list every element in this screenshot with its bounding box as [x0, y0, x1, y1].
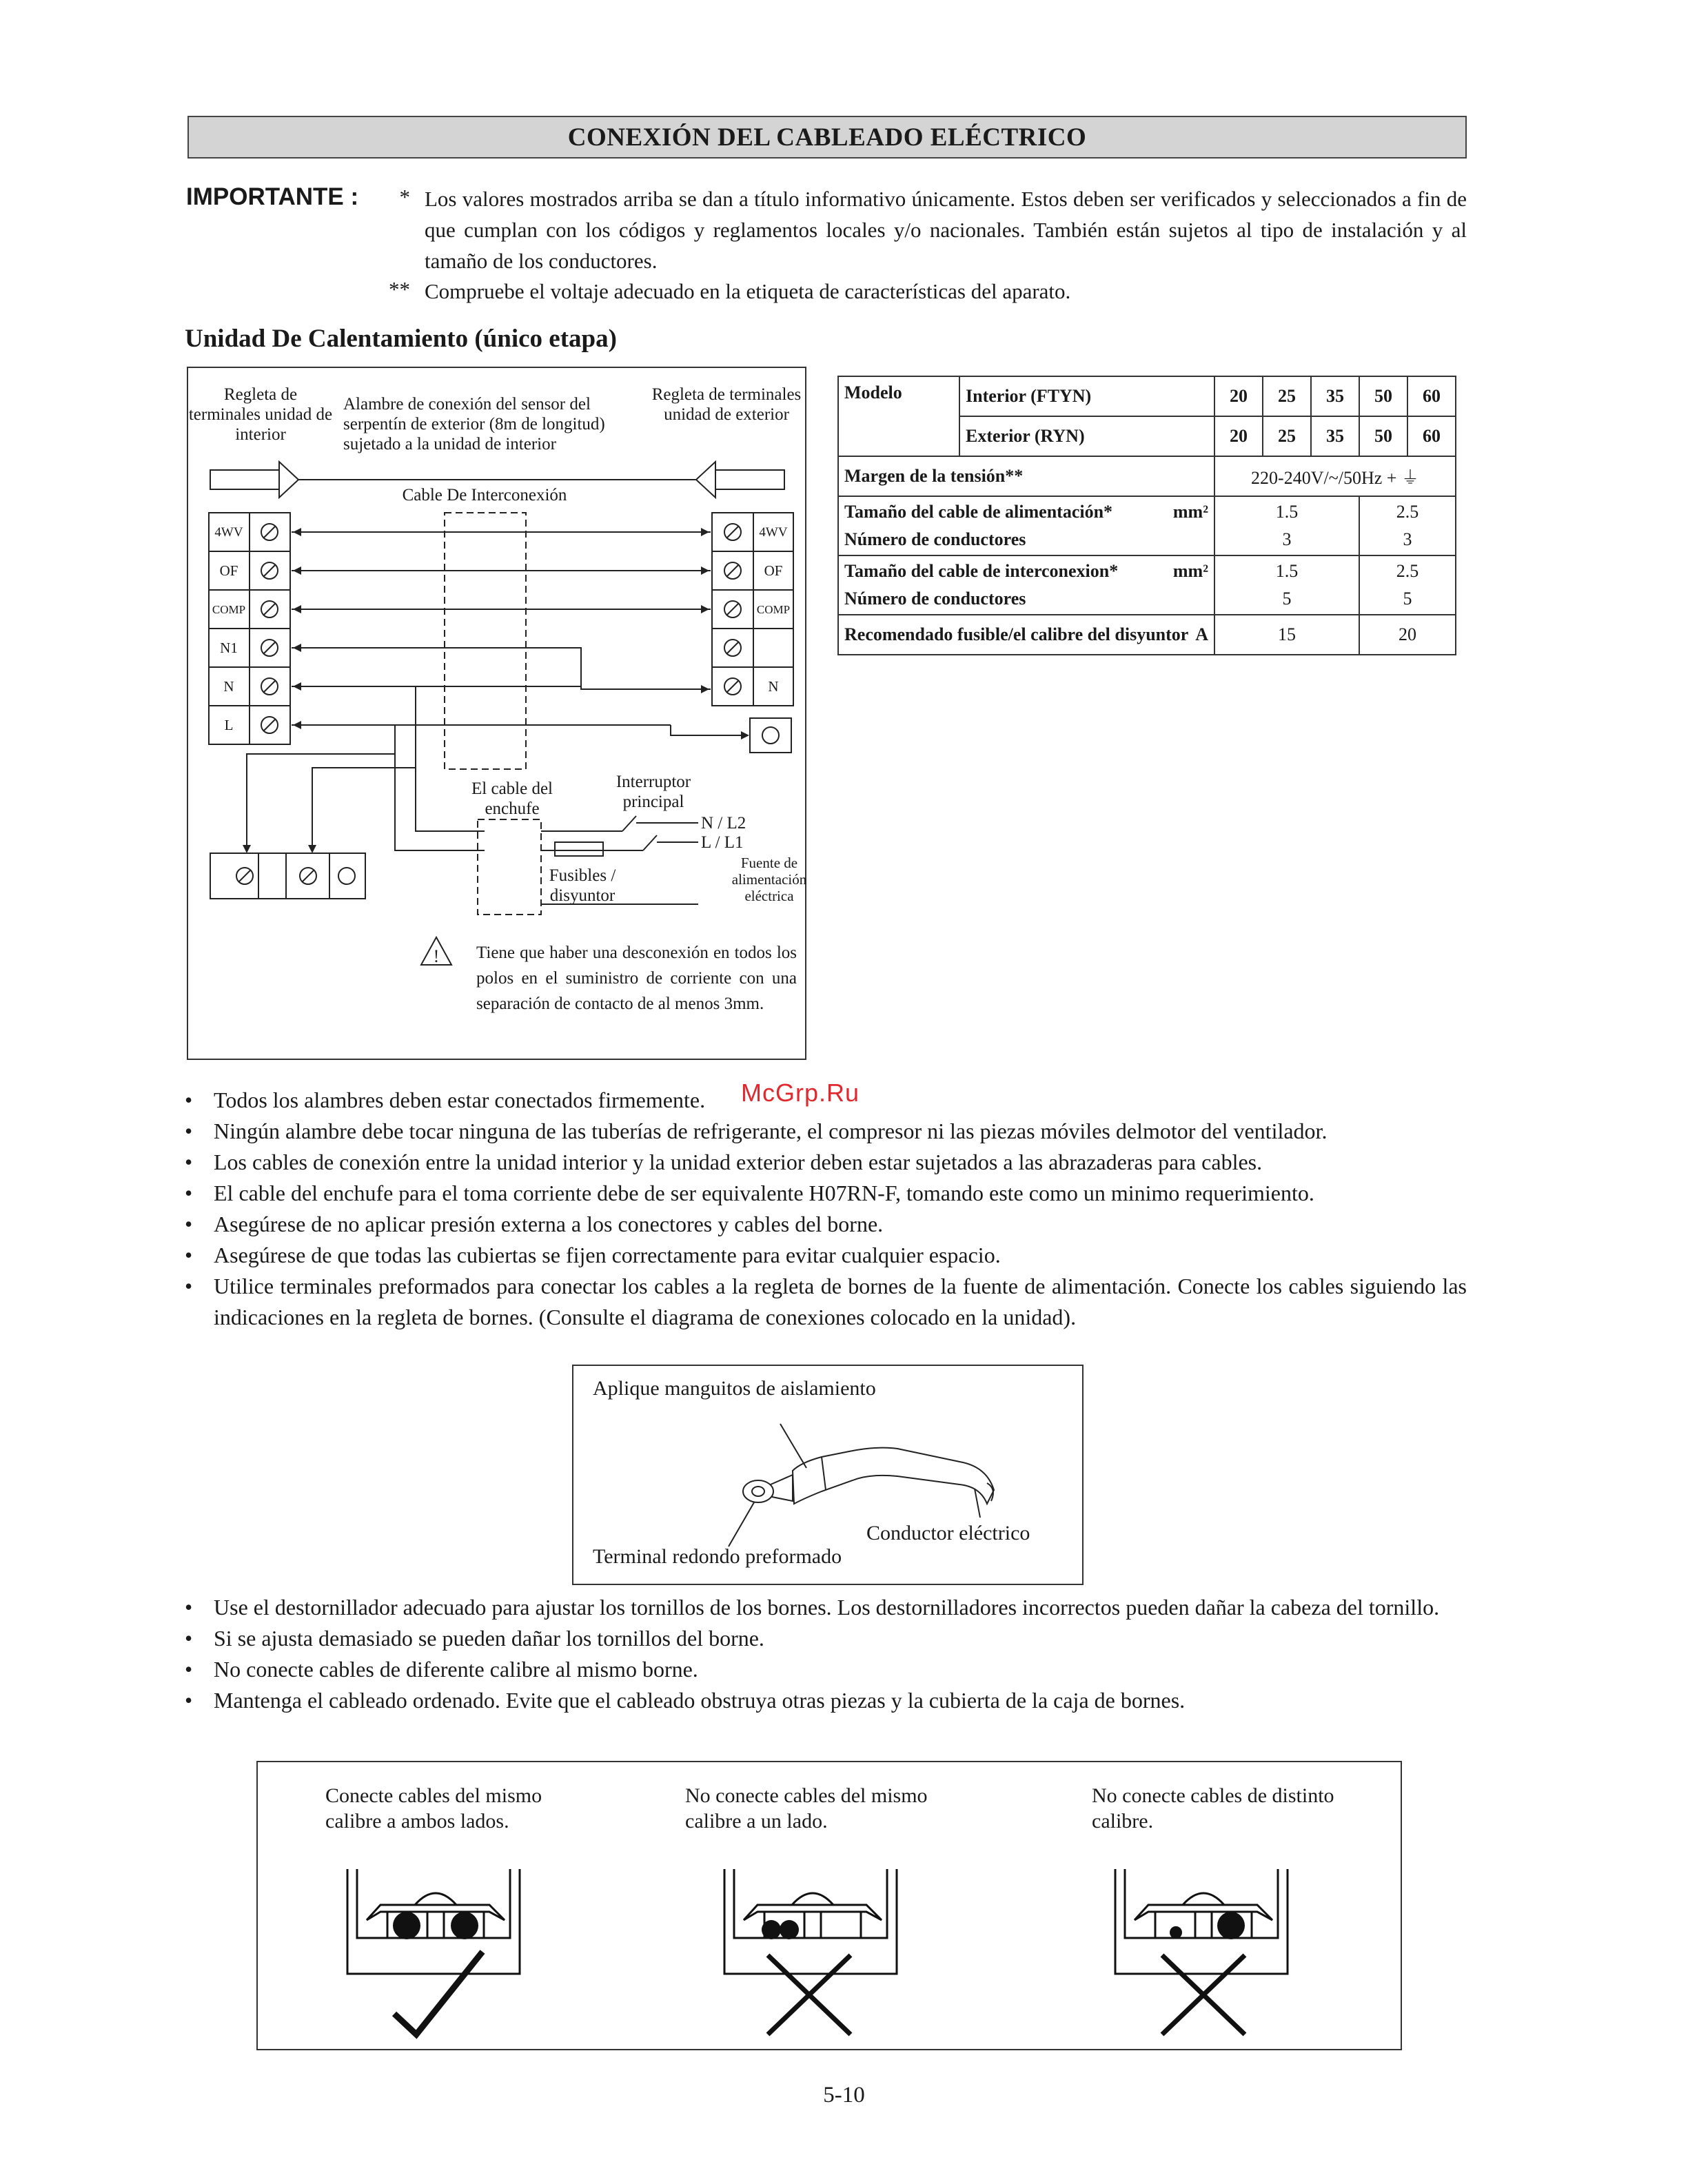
power-conductors-label: Número de conductores: [844, 529, 1026, 549]
power-cable-value-2: 2.5: [1396, 502, 1419, 522]
indoor-strip-label: Regleta de terminales unidad de interior: [188, 385, 333, 444]
model-label: Modelo: [838, 376, 959, 456]
interconnect-large: [1359, 555, 1456, 615]
list-item: • Ningún alambre debe tocar ninguna de las tuberías de refrigerante, el compresor ni las piezas móviles delmotor del ventilador.: [185, 1116, 1467, 1147]
cross-icon-1: [716, 1862, 916, 2041]
interconnect-cable-unit: mm²: [1172, 561, 1208, 581]
power-source-label: Fuente de alimentación eléctrica: [731, 855, 807, 904]
ext-size-25: 25: [1263, 416, 1311, 456]
fuses-label: Fusibles / disyuntor: [549, 866, 616, 905]
outdoor-terminal-n: N: [768, 678, 779, 695]
ext-size-60: 60: [1407, 416, 1456, 456]
ext-size-20: 20: [1214, 416, 1263, 456]
power-cable-unit: mm²: [1172, 502, 1208, 522]
size-35: 35: [1311, 376, 1359, 416]
page-title: CONEXIÓN DEL CABLEADO ELÉCTRICO: [187, 116, 1467, 159]
indoor-terminal-4wv: 4WV: [214, 525, 243, 540]
indoor-terminal-comp: COMP: [212, 603, 246, 616]
indoor-terminal-l: L: [224, 717, 234, 733]
exterior-label: Exterior (RYN): [959, 416, 1214, 456]
ll1-label: L / L1: [701, 833, 744, 852]
size-20: 20: [1214, 376, 1263, 416]
cross-icon-2: [1107, 1862, 1307, 2041]
list-item: • Todos los alambres deben estar conectados firmemente.: [185, 1085, 1467, 1116]
ring-terminal-figure: [572, 1365, 1084, 1585]
ext-size-35: 35: [1311, 416, 1359, 456]
indoor-terminal-n: N: [223, 678, 234, 695]
interior-label: Interior (FTYN): [959, 376, 1214, 416]
interconnect-row: [838, 555, 1214, 615]
interconnect-value-1: 1.5: [1275, 561, 1299, 581]
power-cable-label: Tamaño del cable de alimentación*: [844, 502, 1113, 522]
breaker-row: [838, 615, 1214, 655]
interconnect-small: [1214, 555, 1359, 615]
interconnect-conductors-value-2: 5: [1403, 589, 1412, 609]
voltage-label: Margen de la tensión**: [838, 456, 1214, 496]
main-switch-label: Interruptor principal: [616, 773, 691, 811]
power-conductors-value-2: 3: [1403, 529, 1412, 549]
power-cable-small: [1214, 496, 1359, 555]
note-mark-2: **: [389, 277, 410, 301]
power-cable-large: [1359, 496, 1456, 555]
wiring-diagram: [187, 367, 806, 1060]
power-cable-row: [838, 496, 1214, 555]
indoor-terminal-of: OF: [219, 562, 238, 579]
outdoor-terminal-4wv: 4WV: [759, 525, 788, 540]
list-item: • Si se ajusta demasiado se pueden dañar los tornillos del borne.: [185, 1623, 1467, 1654]
interconnect-conductors-label: Número de conductores: [844, 589, 1026, 609]
svg-text:!: !: [433, 946, 440, 966]
outdoor-terminal-of: OF: [764, 562, 783, 579]
breaker-value-2: 20: [1359, 615, 1456, 655]
breaker-unit: A: [1195, 624, 1208, 644]
indoor-terminal-n1: N1: [220, 640, 238, 656]
nl2-label: N / L2: [701, 814, 746, 833]
outdoor-strip-label: Regleta de terminales unidad de exterior: [651, 385, 802, 424]
warning-text: Tiene que haber una desconexión en todos los polos en el suministro de corriente con una separación de contacto de al menos 3mm.: [476, 943, 797, 1013]
interconnect-label: Cable De Interconexión: [402, 486, 567, 504]
list-item: • Use el destornillador adecuado para ajustar los tornillos de los bornes. Los destornilladores incorrectos pueden dañar la cabeza del tornillo.: [185, 1592, 1467, 1623]
size-50: 50: [1359, 376, 1407, 416]
spec-table: [837, 376, 1456, 655]
watermark: McGrp.Ru: [741, 1079, 860, 1107]
note-1: Los valores mostrados arriba se dan a título informativo únicamente. Estos deben ser verificados y seleccionados a fin de que cumplan con los códigos y reglamentos locales y/o nacionales. También están sujetos al tipo de instalación y al tamaño de los conductores.: [425, 187, 1467, 273]
power-cable-value-1: 1.5: [1275, 502, 1299, 522]
bullet-list-2: [185, 1592, 1467, 1716]
interconnect-value-2: 2.5: [1396, 561, 1419, 581]
list-item: • El cable del enchufe para el toma corriente debe de ser equivalente H07RN-F, tomando este como un minimo requerimiento.: [185, 1178, 1467, 1209]
note-mark-1: *: [399, 185, 410, 209]
ring-terminal-label: Terminal redondo preformado: [593, 1545, 842, 1568]
list-item: • Mantenga el cableado ordenado. Evite que el cableado obstruya otras piezas y la cubierta de la caja de bornes.: [185, 1685, 1467, 1716]
gauge-ok-caption: Conecte cables del mismo calibre a ambos lados.: [325, 1784, 542, 1833]
gauge-bad1-caption: No conecte cables del mismo calibre a un lado.: [685, 1784, 928, 1833]
breaker-label: Recomendado fusible/el calibre del disyuntor: [844, 624, 1189, 644]
interconnect-conductors-value-1: 5: [1282, 589, 1292, 609]
interconnect-cable-label: Tamaño del cable de interconexion*: [844, 561, 1119, 581]
ext-size-50: 50: [1359, 416, 1407, 456]
breaker-value-1: 15: [1214, 615, 1359, 655]
section-heading: Unidad De Calentamiento (único etapa): [185, 325, 617, 353]
sensor-wire-label: Alambre de conexión del sensor del serpentín de exterior (8m de longitud) sujetado a la unidad de interior: [343, 395, 605, 453]
list-item: • No conecte cables de diferente calibre al mismo borne.: [185, 1654, 1467, 1685]
page-number: 5-10: [823, 2083, 865, 2108]
size-25: 25: [1263, 376, 1311, 416]
list-item: • Los cables de conexión entre la unidad interior y la unidad exterior deben estar sujetados a las abrazaderas para cables.: [185, 1147, 1467, 1178]
wire-gauge-figure: [256, 1761, 1402, 2050]
list-item: • Asegúrese de no aplicar presión externa a los conectores y cables del borne.: [185, 1209, 1467, 1240]
note-2: Compruebe el voltaje adecuado en la etiqueta de características del aparato.: [425, 279, 1071, 303]
plug-cable-label: El cable del enchufe: [471, 779, 553, 818]
gauge-bad2-caption: No conecte cables de distinto calibre.: [1092, 1784, 1334, 1833]
bullet-list-1: [185, 1085, 1467, 1333]
sleeve-label: Aplique manguitos de aislamiento: [593, 1377, 876, 1400]
list-item: • Utilice terminales preformados para conectar los cables a la regleta de bornes de la fuente de alimentación. Conecte los cables siguiendo las indicaciones en la regleta de bornes. (Consulte el diagrama de conexiones colocado en la unidad).: [185, 1271, 1467, 1333]
conductor-label: Conductor eléctrico: [866, 1522, 1030, 1544]
voltage-value: 220-240V/~/50Hz + ⏚: [1214, 456, 1456, 496]
power-conductors-value-1: 3: [1282, 529, 1292, 549]
important-label: IMPORTANTE :: [186, 183, 359, 210]
outdoor-terminal-comp: COMP: [756, 603, 791, 616]
size-60: 60: [1407, 376, 1456, 416]
check-icon: [339, 1862, 539, 2041]
list-item: • Asegúrese de que todas las cubiertas se fijen correctamente para evitar cualquier espacio.: [185, 1240, 1467, 1271]
